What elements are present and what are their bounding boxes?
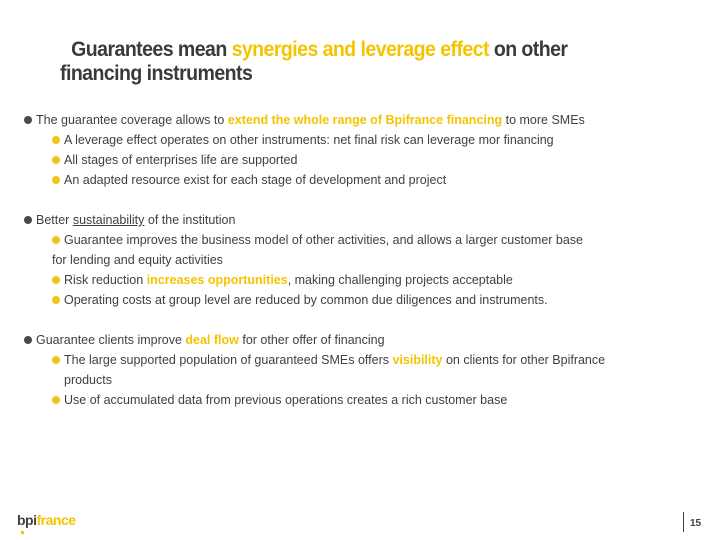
bullet-sub <box>24 150 694 170</box>
bullet-sub <box>24 270 694 290</box>
bullet-main <box>24 210 694 230</box>
dark-bullet-icon <box>24 116 32 124</box>
bullet-highlight: deal flow <box>185 333 239 347</box>
logo-part-1: bpi <box>17 512 37 528</box>
bullet-continuation: for lending and equity activities <box>52 253 223 267</box>
bullet-text: Guarantee improves the business model of other activities, and allows a larger customer base <box>64 233 584 247</box>
section-1 <box>24 110 694 190</box>
bullet-text: Guarantee clients improve <box>36 333 186 347</box>
logo-part-2: france <box>36 512 76 528</box>
bullet-highlight: visibility <box>392 353 443 367</box>
bpifrance-logo <box>17 512 76 528</box>
bullet-text: Risk reduction <box>64 273 147 287</box>
bullet-highlight: increases opportunities <box>146 273 288 287</box>
bullet-highlight: extend the whole range of Bpifrance financing <box>227 113 503 127</box>
bullet-text: Use of accumulated data from previous operations creates a rich customer base <box>64 393 508 407</box>
logo-dot-icon <box>21 531 24 534</box>
bullet-continuation: products <box>64 373 112 387</box>
yellow-bullet-icon <box>52 156 60 164</box>
title-text: Guarantees mean <box>71 38 232 61</box>
yellow-bullet-icon <box>52 276 60 284</box>
bullet-text: All stages of enterprises life are supported <box>64 153 298 167</box>
bullet-text: The large supported population of guaranteed SMEs offers <box>64 353 393 367</box>
bullet-text: of the institution <box>144 213 236 227</box>
yellow-bullet-icon <box>52 396 60 404</box>
bullet-sub <box>24 230 694 250</box>
section-2 <box>24 210 694 310</box>
yellow-bullet-icon <box>52 356 60 364</box>
bullet-text: A leverage effect operates on other instruments: net final risk can leverage mor financing <box>64 133 554 147</box>
bullet-sub <box>24 130 694 150</box>
bullet-main <box>24 110 694 130</box>
bullet-sub <box>24 290 694 310</box>
title-text: on other <box>488 38 568 61</box>
section-3 <box>24 330 694 410</box>
page-number: 15 <box>690 518 702 529</box>
yellow-bullet-icon <box>52 176 60 184</box>
bullet-text: Operating costs at group level are reduced by common due diligences and instruments. <box>64 293 548 307</box>
bullet-sub <box>24 170 694 190</box>
slide-title <box>60 38 655 86</box>
bullet-text: , making challenging projects acceptable <box>287 273 513 287</box>
bullet-text: on clients for other Bpifrance <box>442 353 606 367</box>
bullet-sub <box>24 390 694 410</box>
bullet-text: for other offer of financing <box>238 333 385 347</box>
bullet-text: An adapted resource exist for each stage of development and project <box>64 173 447 187</box>
title-highlight: synergies and leverage effect <box>231 38 489 61</box>
title-line-2: financing instruments <box>60 62 253 85</box>
dark-bullet-icon <box>24 216 32 224</box>
bullet-main <box>24 330 694 350</box>
bullet-text: to more SMEs <box>502 113 585 127</box>
page-number-divider <box>683 512 684 532</box>
bullet-text: Better <box>36 213 73 227</box>
slide-body <box>24 110 694 410</box>
bullet-sub <box>24 350 694 370</box>
bullet-text: The guarantee coverage allows to <box>36 113 228 127</box>
title-line-1 <box>60 38 655 62</box>
bullet-underlined: sustainability <box>72 213 145 227</box>
yellow-bullet-icon <box>52 296 60 304</box>
dark-bullet-icon <box>24 336 32 344</box>
yellow-bullet-icon <box>52 236 60 244</box>
yellow-bullet-icon <box>52 136 60 144</box>
